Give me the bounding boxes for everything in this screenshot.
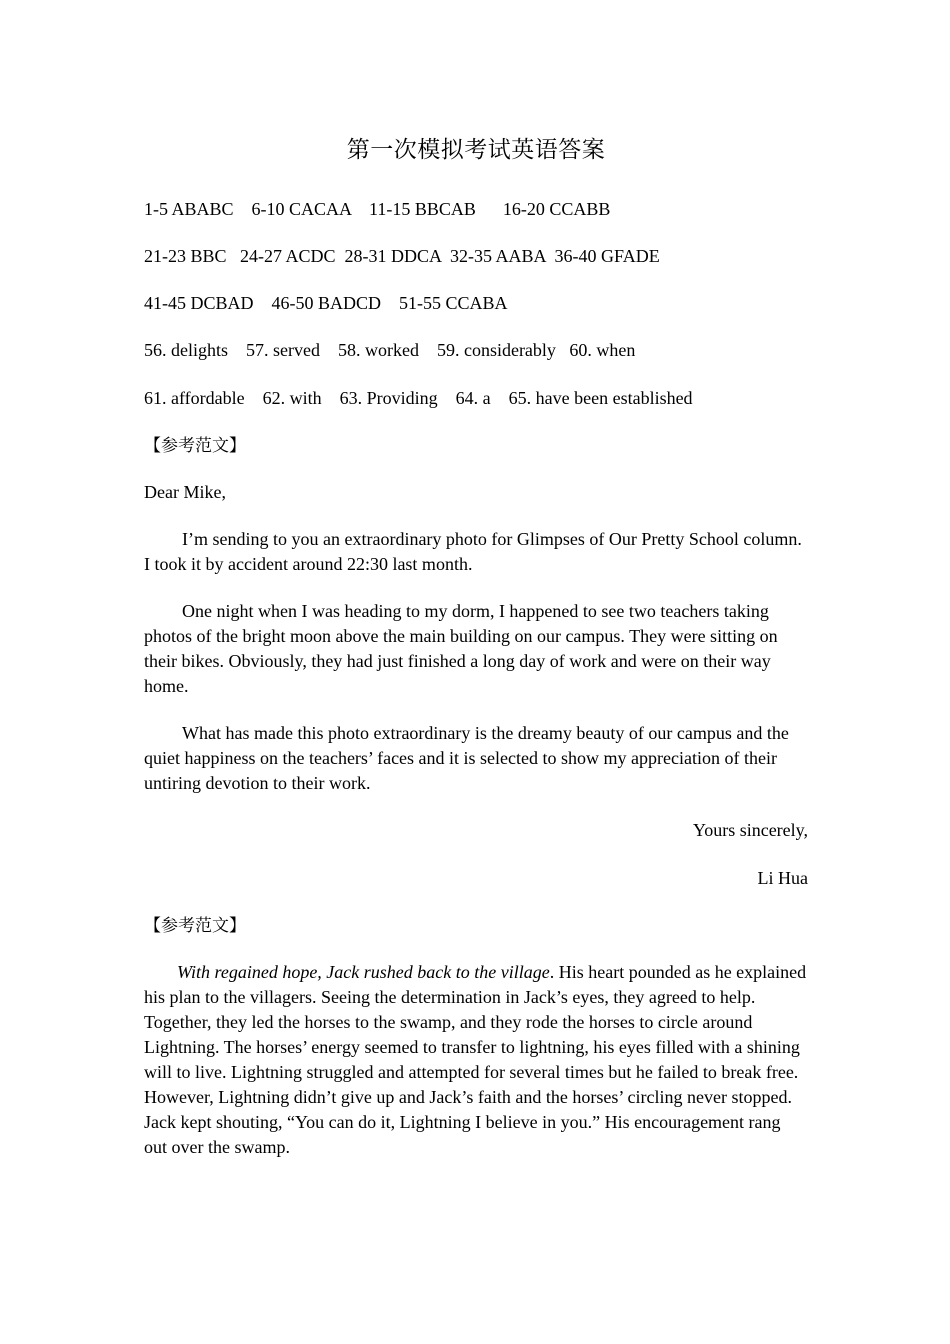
letter-paragraph-1: I’m sending to you an extraordinary photo for Glimpses of Our Pretty School column. I took it by accident around 22:30 last month. xyxy=(144,529,802,574)
answer-line-2: 21-23 BBC 24-27 ACDC 28-31 DDCA 32-35 AABA 36-40 GFADE xyxy=(144,246,660,266)
answer-line-5: 61. affordable 62. with 63. Providing 64. a 65. have been established xyxy=(144,388,693,408)
letter-signature: Li Hua xyxy=(757,868,808,888)
answer-line-4: 56. delights 57. served 58. worked 59. considerably 60. when xyxy=(144,340,636,360)
continuation-paragraph xyxy=(144,960,808,1160)
letter-salutation: Dear Mike, xyxy=(144,482,226,502)
answer-line-3: 41-45 DCBAD 46-50 BADCD 51-55 CCABA xyxy=(144,293,508,313)
continuation-opening-sentence: With regained hope, Jack rushed back to the village xyxy=(177,962,550,982)
page-title: 第一次模拟考试英语答案 xyxy=(346,137,606,163)
letter-paragraph-3: What has made this photo extraordinary is the dreamy beauty of our campus and the quiet happiness on the teachers’ faces and it is selected to show my appreciation of their untiring devotion to their work. xyxy=(144,723,789,793)
letter-closing: Yours sincerely, xyxy=(693,820,808,840)
continuation-body: . His heart pounded as he explained his plan to the villagers. Seeing the determination in Jack’s eyes, they agreed to help. Together, they led the horses to the swamp, and they rode the horses to circle around Lightning. The horses’ energy seemed to transfer to lightning, his eyes filled with a shining will to live. Lightning struggled and attempted for several times but he failed to break free. However, Lightning didn’t give up and Jack’s faith and the horses’ circling never stopped. Jack kept shouting, “You can do it, Lightning I believe in you.” His encouragement rang out over the swamp. xyxy=(144,962,807,1157)
section-heading-1: 【参考范文】 xyxy=(144,436,246,456)
letter-paragraph-2: One night when I was heading to my dorm, I happened to see two teachers taking photos of the bright moon above the main building on our campus. They were sitting on their bikes. Obviously, they had just finished a long day of work and were on their way home. xyxy=(144,601,778,696)
answer-line-1: 1-5 ABABC 6-10 CACAA 11-15 BBCAB 16-20 CCABB xyxy=(144,199,611,219)
section-heading-2: 【参考范文】 xyxy=(144,916,246,936)
